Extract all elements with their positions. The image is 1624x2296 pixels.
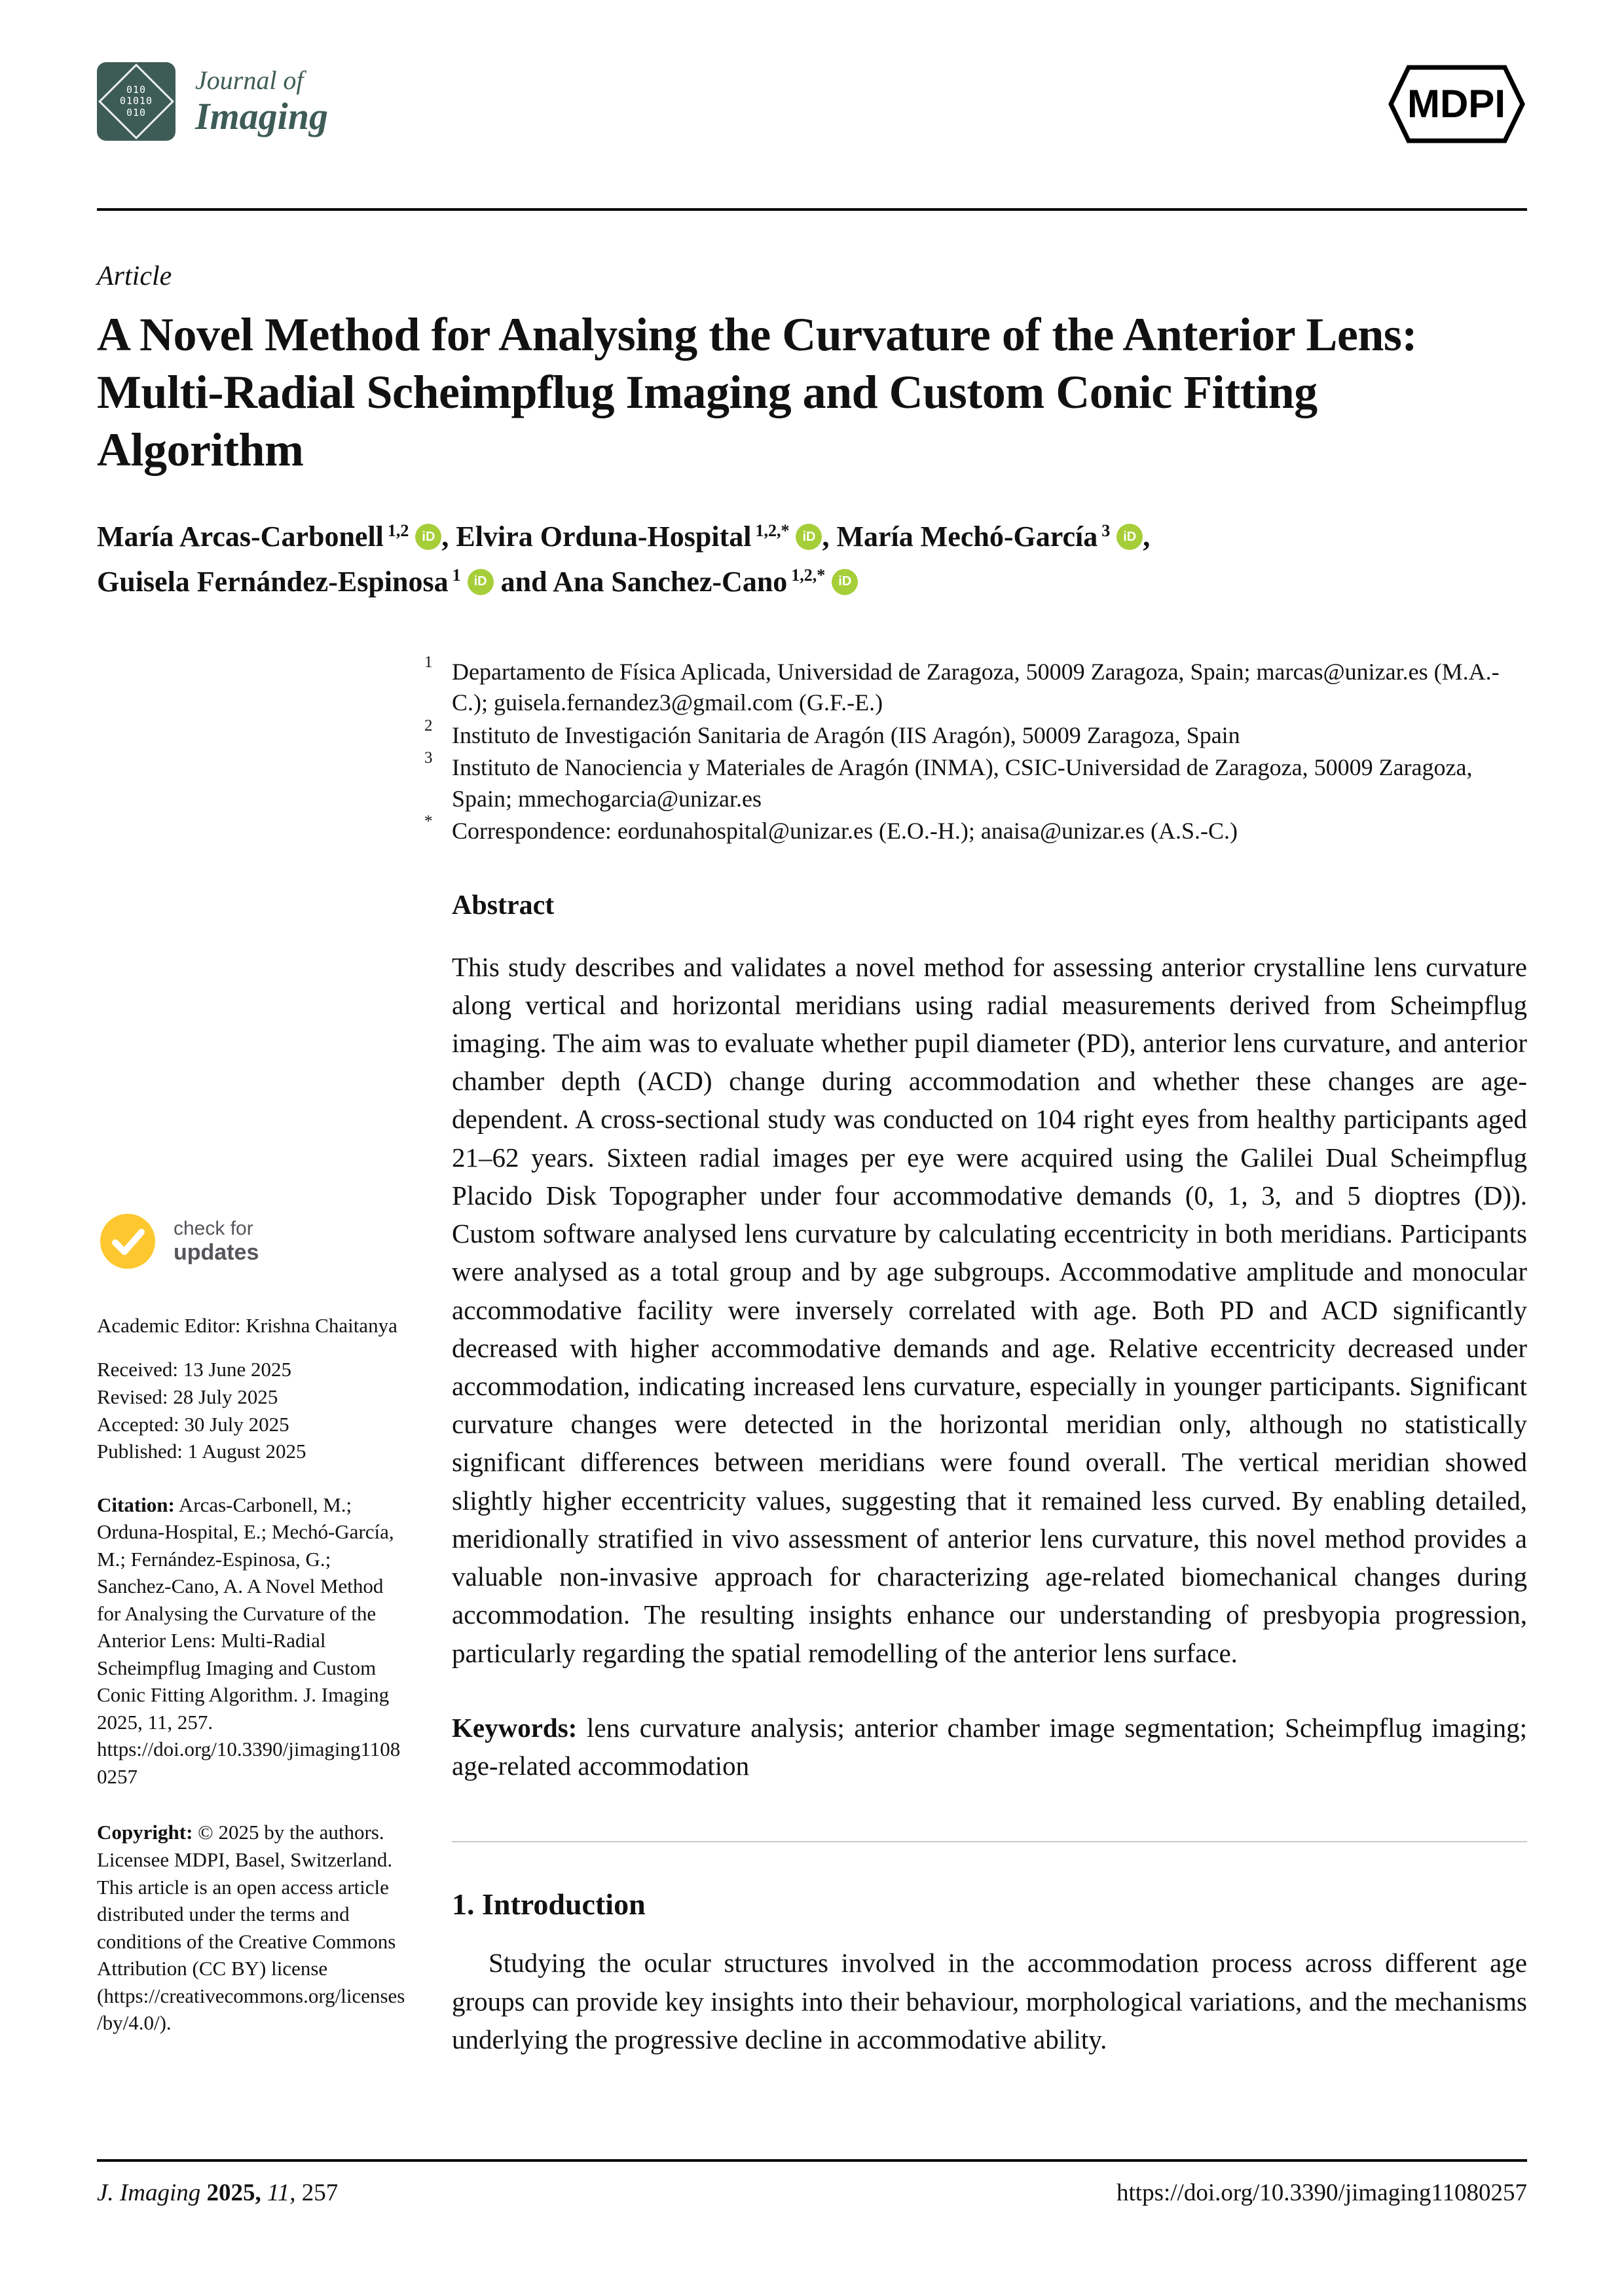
citation-label: Citation:	[97, 1493, 175, 1516]
orcid-icon[interactable]: iD	[415, 524, 441, 550]
author-name: Ana Sanchez-Cano	[553, 565, 788, 598]
article-type-label: Article	[97, 261, 172, 291]
main-column	[452, 886, 1527, 2058]
affiliation-row	[405, 812, 1527, 847]
author-separator: ,	[822, 520, 837, 553]
accepted-date: Accepted: 30 July 2025	[97, 1412, 289, 1436]
journal-brand	[97, 62, 328, 141]
affiliation-row	[405, 716, 1527, 752]
author-name: María Mechó-García	[836, 520, 1098, 553]
keywords-section	[452, 1709, 1527, 1785]
check-updates-icon	[97, 1211, 159, 1273]
affiliation-marker: 1	[424, 653, 433, 671]
binary-row: 010	[126, 106, 147, 118]
journal-logo-icon	[97, 62, 175, 141]
affiliation-row	[405, 653, 1527, 719]
footer-volume: 11,	[267, 2179, 296, 2206]
footer-doi-link[interactable]: https://doi.org/10.3390/jimaging11080257	[1116, 2179, 1527, 2206]
authors-line	[97, 515, 1527, 604]
journal-name	[195, 65, 328, 137]
orcid-icon[interactable]: iD	[468, 569, 494, 595]
footer-journal-name: J. Imaging	[97, 2179, 201, 2206]
orcid-icon[interactable]: iD	[1116, 524, 1143, 550]
page-footer	[97, 2159, 1527, 2207]
affiliation-text: Departamento de Física Aplicada, Universidad de Zaragoza, 50009 Zaragoza, Spain; marcas@unizar.es (M.A.-C.); guisela.fernandez3@gmail.com (G.F.-E.)	[452, 658, 1500, 716]
journal-name-top: Journal of	[195, 65, 304, 96]
introduction-paragraph: Studying the ocular structures involved in the accommodation process across different age groups can provide key insights into their behaviour, morphological variations, and the mechanisms underlying the progressive decline in accommodative ability.	[452, 1948, 1527, 2054]
affiliation-row	[405, 749, 1527, 814]
received-date: Received: 13 June 2025	[97, 1358, 292, 1381]
author-separator: and	[493, 565, 553, 598]
abstract-text: This study describes and validates a novel method for assessing anterior crystalline lens curvature along vertical and horizontal meridians using radial measurements derived from Scheimpflug imaging. The aim was to evaluate whether pupil diameter (PD), anterior lens curvature, and anterior chamber depth (ACD) change during accommodation and whether these changes are age-dependent. A cross-sectional study was conducted on 104 right eyes from healthy participants aged 21–62 years. Sixteen radial images per eye were acquired using the Galilei Dual Scheimpflug Placido Disk Topographer under four accommodative demands (0, 1, 3, and 5 dioptres (D)). Custom software analysed lens curvature by calculating eccentricity in both meridians. Participants were analysed as a total group and by age subgroups. Accommodative amplitude and monocular accommodative facility were inversely correlated with age. Both PD and ACD significantly decreased with higher accommodative demands and age. Relative eccentricity decreased under accommodation, indicating increased lens curvature, especially in younger participants. Significant curvature changes were detected in the horizontal meridian only, although no statistically significant differences between meridians were found overall. The vertical meridian showed slightly higher eccentricity values, suggesting that it remained less curved. By enabling detailed, meridionally stratified in vivo assessment of anterior lens curvature, this novel method provides a valuable non-invasive approach for characterizing age-related biomechanical changes during accommodation. The resulting insights enhance our understanding of presbyopia progression, particularly regarding the spatial remodelling of the anterior lens surface.	[452, 951, 1527, 1668]
check-badge-line2: updates	[174, 1240, 259, 1266]
copyright-label: Copyright:	[97, 1821, 193, 1844]
journal-name-bottom: Imaging	[195, 95, 329, 138]
citation-text: Arcas-Carbonell, M.; Orduna-Hospital, E.; Mechó-García, M.; Fernández-Espinosa, G.; Sanchez-Cano, A. A Novel Method for Analysing the Curvature of the Anterior Lens: Multi-Radial Scheimpflug Imaging and Custom Conic Fitting Algorithm. J. Imaging 2025, 11, 257. https://doi.org/10.3390/jimaging11080257	[97, 1493, 401, 1788]
binary-row: 01010	[119, 95, 153, 107]
author-name: Elvira Orduna-Hospital	[456, 520, 752, 553]
affiliations-list	[405, 653, 1527, 847]
check-badge-line1: check for	[174, 1217, 253, 1239]
author-affiliation-sup: 1	[452, 566, 461, 585]
author-affiliation-sup: 1,2,*	[755, 520, 790, 540]
academic-editor-note: Academic Editor: Krishna Chaitanya	[97, 1313, 397, 1337]
page-header	[0, 0, 1624, 146]
keywords-text: lens curvature analysis; anterior chamber image segmentation; Scheimpflug imaging; age-related accommodation	[452, 1712, 1528, 1781]
author-name: Guisela Fernández-Espinosa	[97, 565, 449, 598]
page-title: A Novel Method for Analysing the Curvature of the Anterior Lens: Multi-Radial Scheimpflug Imaging and Custom Conic Fitting Algorithm	[97, 308, 1417, 476]
author-name: María Arcas-Carbonell	[97, 520, 384, 553]
abstract-heading: Abstract	[452, 890, 555, 920]
check-for-updates-badge[interactable]	[97, 1211, 406, 1273]
orcid-icon[interactable]: iD	[796, 524, 822, 550]
affiliation-marker: 3	[424, 749, 433, 767]
sidebar	[97, 886, 406, 2058]
author-affiliation-sup: 3	[1101, 520, 1111, 540]
mdpi-hexagon-icon	[1386, 62, 1527, 146]
author-affiliation-sup: 1,2	[387, 520, 409, 540]
binary-pattern-icon	[120, 84, 153, 118]
revised-date: Revised: 28 July 2025	[97, 1385, 278, 1409]
dates-block	[97, 1356, 406, 1465]
affiliation-marker: 2	[424, 716, 433, 735]
mdpi-logo	[1386, 62, 1527, 146]
binary-row: 010	[126, 84, 147, 96]
correspondence-marker: *	[424, 812, 433, 831]
affiliation-text: Instituto de Nanociencia y Materiales de Aragón (INMA), CSIC-Universidad de Zaragoza, 50009 Zaragoza, Spain; mmechogarcia@unizar.es	[452, 754, 1473, 812]
copyright-note	[97, 1819, 406, 2036]
published-date: Published: 1 August 2025	[97, 1440, 306, 1463]
mdpi-wordmark: MDPI	[1407, 82, 1505, 126]
footer-year: 2025,	[206, 2179, 261, 2206]
footer-page-number: 257	[301, 2179, 339, 2206]
header-rule	[97, 208, 1527, 211]
correspondence-text: Correspondence: eordunahospital@unizar.es (E.O.-H.); anaisa@unizar.es (A.S.-C.)	[452, 818, 1238, 845]
citation-note	[97, 1491, 406, 1791]
orcid-icon[interactable]: iD	[832, 569, 858, 595]
introduction-heading: 1. Introduction	[452, 1887, 646, 1922]
keywords-label: Keywords:	[452, 1712, 578, 1743]
author-separator: ,	[441, 520, 456, 553]
footer-journal-info	[97, 2179, 338, 2207]
section-divider	[452, 1841, 1527, 1842]
check-badge-label	[174, 1218, 259, 1266]
copyright-text: © 2025 by the authors. Licensee MDPI, Basel, Switzerland. This article is an open access article distributed under the terms and conditions of the Creative Commons Attribution (CC BY) license (https://creativecommons.org/licenses/by/4.0/).	[97, 1821, 405, 2035]
affiliation-text: Instituto de Investigación Sanitaria de Aragón (IIS Aragón), 50009 Zaragoza, Spain	[452, 721, 1240, 748]
content-grid	[97, 886, 1527, 2058]
author-separator: ,	[1143, 520, 1151, 553]
author-affiliation-sup: 1,2,*	[791, 566, 826, 585]
